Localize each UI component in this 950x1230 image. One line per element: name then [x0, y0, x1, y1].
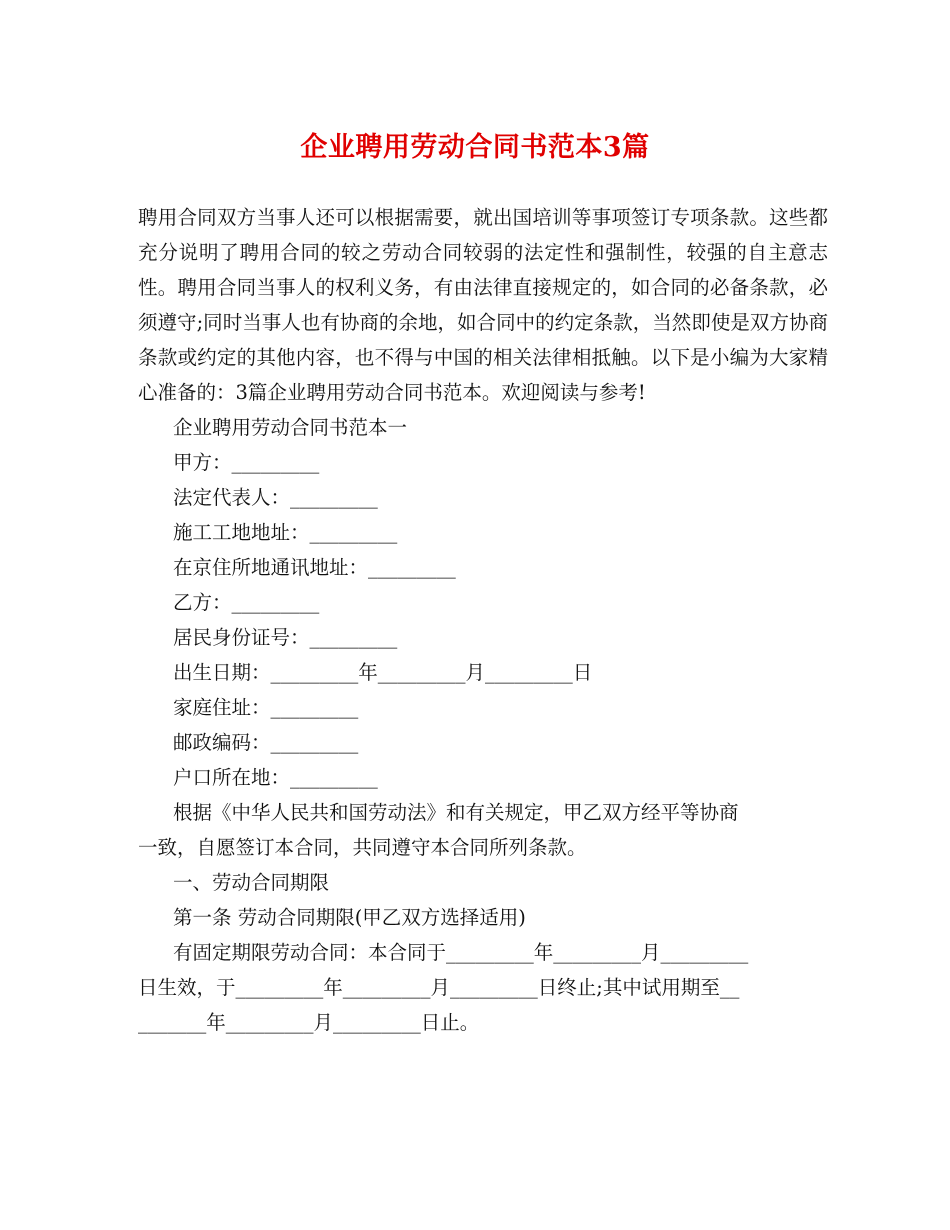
beijing-address-field: 在京住所地通讯地址：_________ — [173, 556, 456, 579]
legal-representative-field: 法定代表人：_________ — [173, 486, 378, 509]
document-title: 企业聘用劳动合同书范本3篇 — [300, 132, 650, 163]
party-b-field: 乙方：_________ — [173, 591, 320, 614]
site-address-field: 施工工地地址：_________ — [173, 521, 398, 544]
postal-code-field: 邮政编码：_________ — [173, 731, 359, 754]
article-heading: 第一条 劳动合同期限(甲乙双方选择适用) — [173, 906, 526, 929]
section-title: 企业聘用劳动合同书范本一 — [173, 416, 408, 439]
birth-date-field: 出生日期：_________年_________月_________日 — [173, 661, 593, 684]
party-a-field: 甲方：_________ — [173, 451, 320, 474]
basis-line-1: 根据《中华人民共和国劳动法》和有关规定，甲乙双方经平等协商 — [173, 801, 739, 824]
hukou-field: 户口所在地：_________ — [173, 766, 378, 789]
fixed-term-line-1: 有固定期限劳动合同：本合同于_________年_________月_________ — [173, 941, 749, 964]
basis-line-2: 一致，自愿签订本合同，共同遵守本合同所列条款。 — [138, 836, 587, 859]
fixed-term-line-2: 日生效，于_________年_________月_________日终止;其中试用期至__ — [138, 976, 740, 999]
document-body — [138, 200, 828, 1040]
id-number-field: 居民身份证号：_________ — [173, 626, 398, 649]
chapter-heading: 一、劳动合同期限 — [173, 871, 330, 894]
fixed-term-line-3: _______年_________月_________日止。 — [138, 1011, 480, 1034]
intro-paragraph: 聘用合同双方当事人还可以根据需要，就出国培训等事项签订专项条款。这些都充分说明了聘用合同的较之劳动合同较弱的法定性和强制性，较强的自主意志性。聘用合同当事人的权利义务，有由法律直接规定的，如合同的必备条款，必须遵守;同时当事人也有协商的余地，如合同中的约定条款，当然即使是双方协商条款或约定的其他内容，也不得与中国的相关法律相抵触。以下是小编为大家精心准备的：3篇企业聘用劳动合同书范本。欢迎阅读与参考! — [138, 206, 828, 404]
home-address-field: 家庭住址：_________ — [173, 696, 359, 719]
